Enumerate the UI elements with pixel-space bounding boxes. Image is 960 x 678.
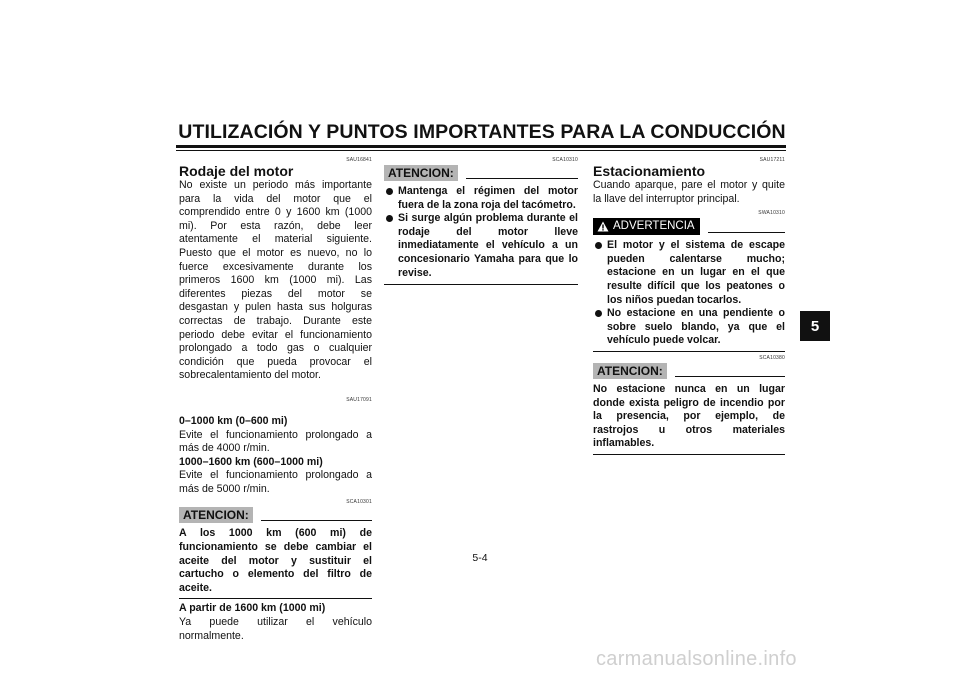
header-rule bbox=[176, 145, 786, 148]
caution-end-rule bbox=[593, 454, 785, 455]
page-number: 5-4 bbox=[472, 552, 488, 564]
reference-code: SAU16841 bbox=[346, 157, 372, 163]
reference-code: SAU17091 bbox=[346, 396, 372, 403]
reference-code: SCA10301 bbox=[346, 499, 372, 506]
page-title: UTILIZACIÓN Y PUNTOS IMPORTANTES PARA LA CONDUCCIÓN bbox=[178, 121, 786, 143]
caution-header bbox=[384, 165, 578, 181]
section-heading-parking: Estacionamiento bbox=[593, 163, 706, 179]
break-in-intro: No existe un periodo más importante para la vida del motor que el comprendido entre 0 y 1600 km (1000 mi). Por esta razón, debe leer atentamente el material siguiente. Puesto que el motor es nuevo, no lo fuerce excesivamente durante los primeros 1600 km (1000 mi). Las diferentes piezas del motor se desgastan y pulen hasta sus holguras correctas de trabajo. Durante este periodo debe evitar el funcionamiento prolongado a todo gas o cualquier condición que pueda provocar el sobrecalentamiento del motor. bbox=[179, 179, 372, 382]
list-item: Mantenga el régimen del motor fuera de la zona roja del tacómetro. bbox=[384, 185, 578, 212]
caution-end-rule bbox=[179, 598, 372, 599]
text-0-1000: Evite el funcionamiento prolongado a más de 4000 r/min. bbox=[179, 428, 372, 455]
warning-header bbox=[593, 218, 785, 235]
bullet-icon bbox=[386, 188, 393, 195]
warning-badge bbox=[593, 218, 700, 235]
warning-end-rule bbox=[593, 351, 785, 352]
warning-triangle-icon bbox=[597, 221, 609, 232]
watermark: carmanualsonline.info bbox=[596, 648, 797, 670]
caution-badge: ATENCION: bbox=[593, 363, 667, 379]
text-from-1600: Ya puede utilizar el vehículo normalmente. bbox=[179, 616, 372, 642]
reference-code: SCA10310 bbox=[552, 157, 578, 163]
reference-code: SAU17211 bbox=[759, 157, 785, 163]
list-item: Si surge algún problema durante el rodaje del motor lleve inmediatamente el vehículo a un concesionario Yamaha para que lo revise. bbox=[384, 212, 578, 280]
caution-rule bbox=[466, 178, 578, 179]
parking-intro: Cuando aparque, pare el motor y quite la llave del interruptor principal. bbox=[593, 179, 785, 205]
column-engine-break-in bbox=[179, 150, 372, 643]
caution-badge: ATENCION: bbox=[384, 165, 458, 181]
list-item: No estacione en una pendiente o sobre suelo blando, ya que el vehículo puede volcar. bbox=[593, 307, 785, 348]
caution-header bbox=[593, 363, 785, 379]
chapter-tab: 5 bbox=[800, 311, 830, 341]
caution-text: A los 1000 km (600 mi) de funcionamiento se debe cambiar el aceite del motor y sustituir el cartucho o elemento del filtro de aceite. bbox=[179, 527, 372, 594]
caution-end-rule bbox=[384, 284, 578, 285]
bullet-icon bbox=[386, 215, 393, 222]
caution-text: No estacione nunca en un lugar donde exista peligro de incendio por la presencia, por ejemplo, de rastrojos u otros materiales inflamables. bbox=[593, 382, 785, 450]
section-heading-break-in: Rodaje del motor bbox=[179, 163, 294, 179]
bullet-icon bbox=[595, 310, 602, 317]
subheading-0-1000: 0–1000 km (0–600 mi) bbox=[179, 414, 288, 427]
caution-badge: ATENCION: bbox=[179, 507, 253, 523]
subheading-1000-1600: 1000–1600 km (600–1000 mi) bbox=[179, 455, 323, 468]
caution-header bbox=[179, 507, 372, 523]
caution-rule bbox=[675, 376, 785, 377]
column-caution-rpm bbox=[384, 150, 578, 285]
reference-code: SWA10310 bbox=[758, 210, 785, 217]
list-item: El motor y el sistema de escape pueden calentarse mucho; estacione en un lugar en el que resulte difícil que los peatones o los niños puedan tocarlos. bbox=[593, 239, 785, 307]
bullet-icon bbox=[595, 242, 602, 249]
warning-bullet-list bbox=[593, 239, 785, 348]
warning-label: ADVERTENCIA bbox=[613, 220, 695, 233]
subheading-from-1600: A partir de 1600 km (1000 mi) bbox=[179, 602, 326, 615]
reference-code: SCA10380 bbox=[759, 354, 785, 361]
caution-rule bbox=[261, 520, 372, 521]
column-parking bbox=[593, 150, 785, 455]
text-1000-1600: Evite el funcionamiento prolongado a más de 5000 r/min. bbox=[179, 469, 372, 495]
warning-rule bbox=[708, 232, 785, 233]
caution-bullet-list bbox=[384, 185, 578, 280]
